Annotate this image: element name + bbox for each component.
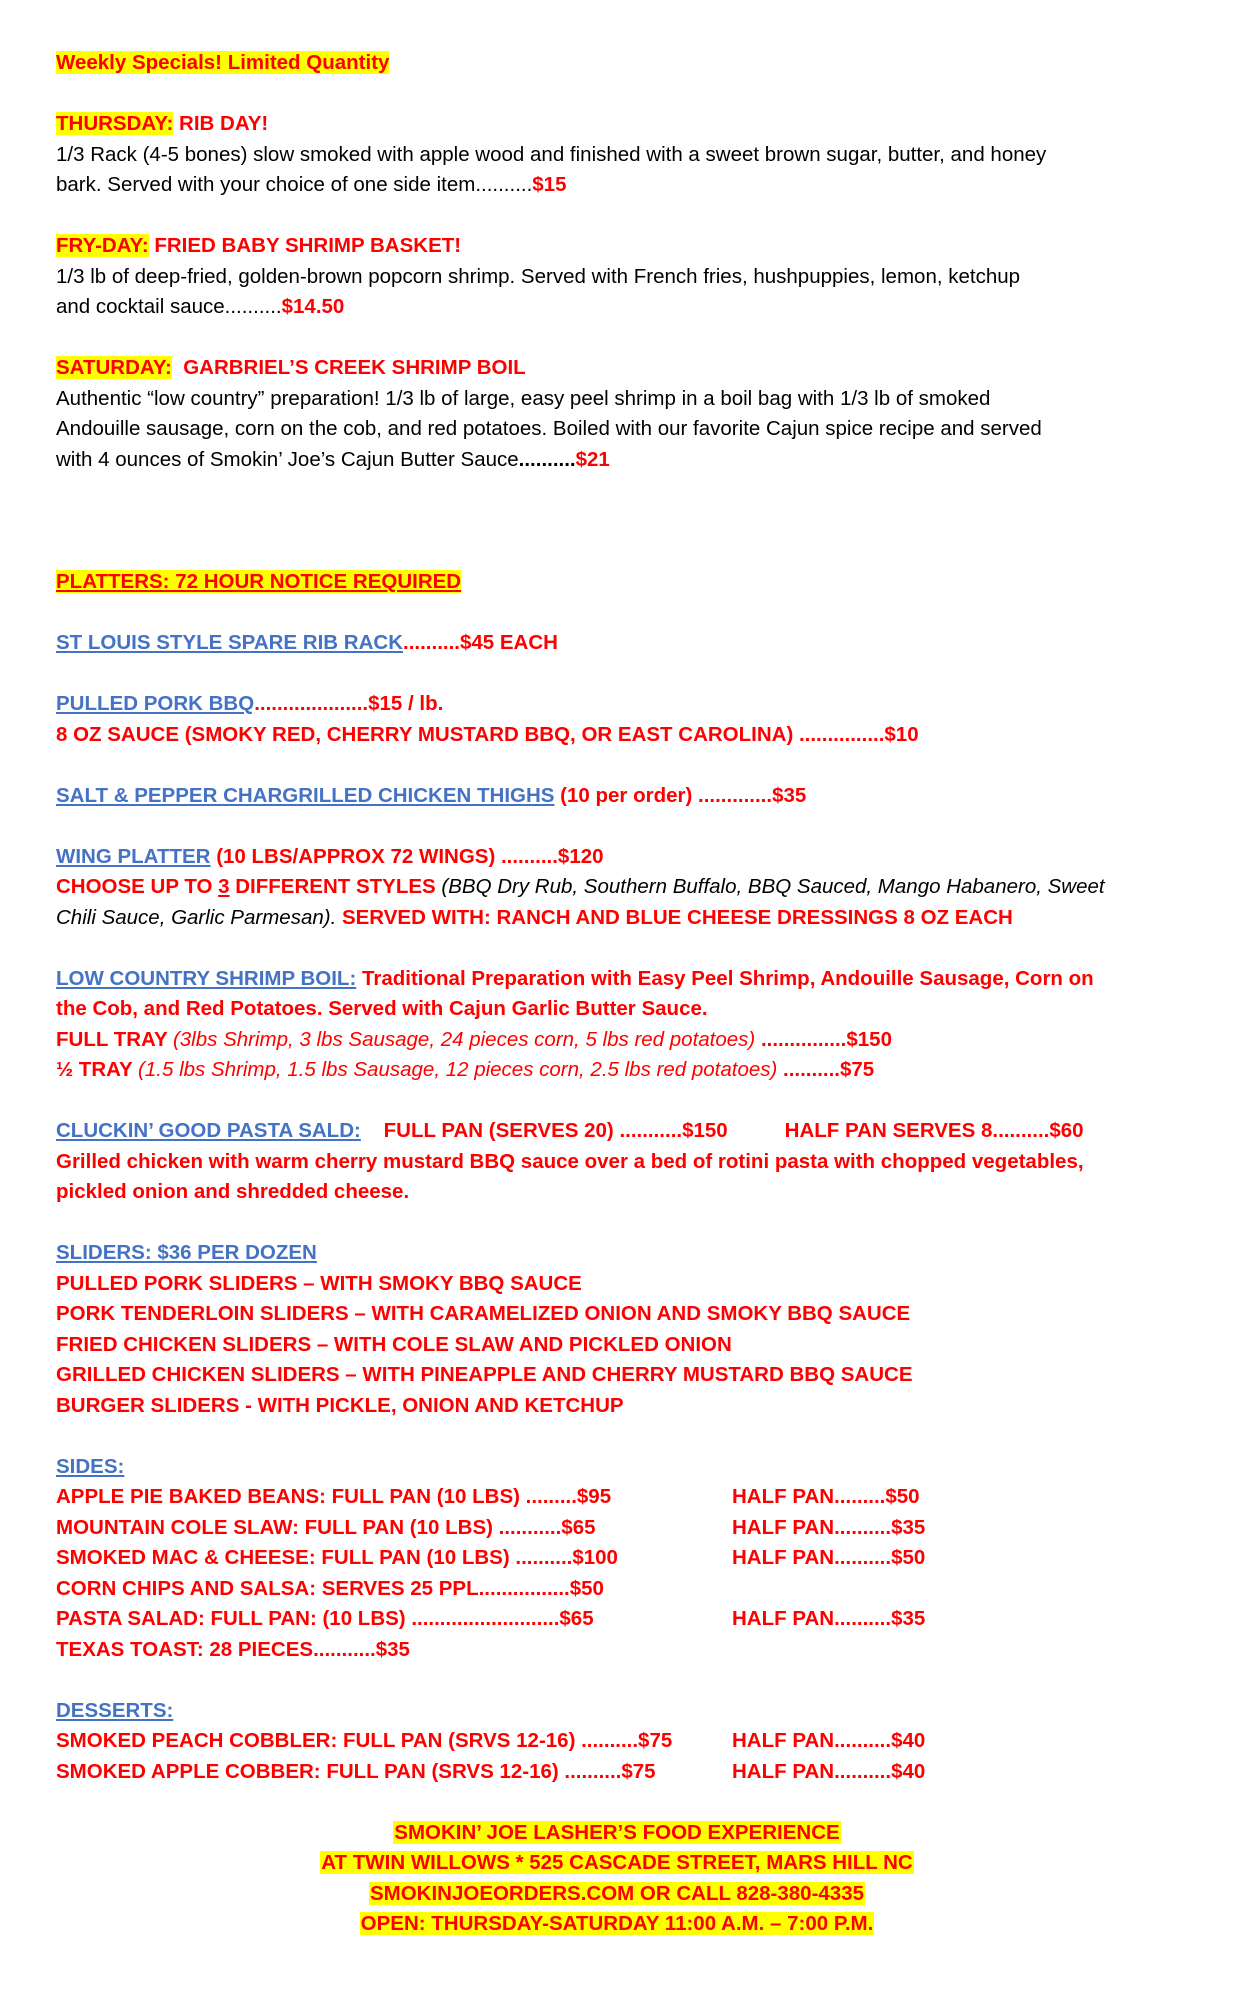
thursday-desc-text: bark. Served with your choice of one side item.......... [56,173,533,196]
thursday-price: $15 [532,173,567,196]
footer [56,1818,1178,1940]
shrimp-boil-desc-1: Traditional Preparation with Easy Peel Shrimp, Andouille Sausage, Corn on [356,966,1094,990]
sides-row [56,1543,1186,1574]
rib-rack-line [56,628,1186,659]
chicken-thighs-price: (10 per order) .............$35 [554,783,807,807]
sides-row [56,1604,1186,1635]
pasta-salad-desc-2: pickled onion and shredded cheese. [56,1180,410,1203]
side-item: MOUNTAIN COLE SLAW: FULL PAN (10 LBS) ...........$65 [56,1515,596,1539]
half-tray-price: ..........$75 [777,1058,875,1081]
side-half-pan: HALF PAN..........$35 [732,1515,926,1539]
pasta-salad-full: FULL PAN (SERVES 20) ...........$150 [383,1119,728,1142]
friday-desc-line2 [56,292,1186,323]
sliders-heading-line [56,1238,1186,1269]
friday-desc-line1: 1/3 lb of deep-fried, golden-brown popcorn shrimp. Served with French fries, hushpuppies, lemon, ketchup [56,264,1021,288]
saturday-dots: .......... [518,447,576,471]
pasta-salad-line [56,1116,1186,1147]
side-half-pan: HALF PAN.........$50 [732,1485,920,1508]
desserts-heading: DESSERTS: [56,1698,174,1722]
pasta-salad-name: CLUCKIN’ GOOD PASTA SALD: [56,1119,361,1142]
friday-title-line [56,231,1186,262]
sides-row [56,1482,1186,1513]
chicken-thighs-name: SALT & PEPPER CHARGRILLED CHICKEN THIGHS [56,783,555,807]
slider-item: PORK TENDERLOIN SLIDERS – WITH CARAMELIZED ONION AND SMOKY BBQ SAUCE [56,1302,911,1325]
weekly-specials-heading: Weekly Specials! Limited Quantity [56,51,390,74]
wing-styles-line2 [56,903,1186,934]
platters-heading-line [56,567,1186,598]
menu-page [56,48,1186,1940]
side-item: APPLE PIE BAKED BEANS: FULL PAN (10 LBS) .........$95 [56,1485,612,1508]
dessert-row [56,1757,1186,1788]
shrimp-boil-name: LOW COUNTRY SHRIMP BOIL: [56,966,357,990]
shrimp-boil-line [56,964,1186,995]
wing-styles-list-2: Chili Sauce, Garlic Parmesan). [56,905,337,929]
weekly-specials-heading-line [56,48,1186,79]
full-tray-price: ...............$150 [755,1027,892,1051]
dessert-item: SMOKED PEACH COBBLER: FULL PAN (SRVS 12-16) ..........$75 [56,1729,673,1752]
saturday-title-line [56,353,1186,384]
dessert-half-pan: HALF PAN..........$40 [732,1759,926,1783]
dessert-item: SMOKED APPLE COBBER: FULL PAN (SRVS 12-16) ..........$75 [56,1759,656,1783]
slider-item: FRIED CHICKEN SLIDERS – WITH COLE SLAW AND PICKLED ONION [56,1332,732,1356]
footer-contact: SMOKINJOEORDERS.COM OR CALL 828-380-4335 [369,1881,865,1905]
footer-address: AT TWIN WILLOWS * 525 CASCADE STREET, MARS HILL NC [321,1851,913,1874]
side-item: TEXAS TOAST: 28 PIECES...........$35 [56,1637,410,1661]
wing-platter-line [56,842,1186,873]
sides-heading-line [56,1452,1186,1483]
full-tray-detail: (3lbs Shrimp, 3 lbs Sausage, 24 pieces corn, 5 lbs red potatoes) [172,1027,756,1051]
sides-row [56,1574,1186,1605]
friday-title: FRIED BABY SHRIMP BASKET! [154,234,462,257]
sides-heading: SIDES: [56,1454,125,1478]
pasta-salad-desc-1: Grilled chicken with warm cherry mustard BBQ sauce over a bed of rotini pasta with chopped vegetables, [56,1149,1084,1173]
slider-item: BURGER SLIDERS - WITH PICKLE, ONION AND KETCHUP [56,1393,624,1417]
platters-heading: PLATTERS: 72 HOUR NOTICE REQUIRED [56,570,462,593]
wing-served-with: SERVED WITH: RANCH AND BLUE CHEESE DRESSINGS 8 OZ EACH [336,905,1013,929]
wing-platter-name: WING PLATTER [56,844,211,868]
pulled-pork-name: PULLED PORK BBQ [56,692,255,715]
wing-choose-number: 3 [218,875,230,898]
footer-business-name: SMOKIN’ JOE LASHER’S FOOD EXPERIENCE [394,1820,840,1844]
half-tray-label: ½ TRAY [56,1058,139,1081]
friday-desc-text: and cocktail sauce.......... [56,295,282,318]
pulled-pork-price: ....................$15 / lb. [254,692,444,715]
full-tray-label: FULL TRAY [56,1027,173,1051]
saturday-desc-text: with 4 ounces of Smokin’ Joe’s Cajun Butter Sauce [56,447,519,471]
thursday-title: RIB DAY! [179,112,269,135]
wing-choose-text-2: DIFFERENT STYLES [229,875,442,898]
side-half-pan: HALF PAN..........$50 [732,1546,926,1569]
saturday-desc-line1: Authentic “low country” preparation! 1/3 lb of large, easy peel shrimp in a boil bag with 1/3 lb of smoked [56,386,991,410]
side-item: SMOKED MAC & CHEESE: FULL PAN (10 LBS) ..........$100 [56,1546,618,1569]
wing-styles-list: (BBQ Dry Rub, Southern Buffalo, BBQ Sauced, Mango Habanero, Sweet [441,875,1105,898]
sides-row [56,1635,1186,1666]
thursday-desc-line1: 1/3 Rack (4-5 bones) slow smoked with apple wood and finished with a sweet brown sugar, butter, and honey [56,142,1047,166]
slider-item: PULLED PORK SLIDERS – WITH SMOKY BBQ SAUCE [56,1271,582,1295]
footer-hours: OPEN: THURSDAY-SATURDAY 11:00 A.M. – 7:00 P.M. [360,1912,874,1935]
sides-row [56,1513,1186,1544]
wing-styles-line1 [56,872,1186,903]
chicken-thighs-line [56,781,1186,812]
pasta-salad-half: HALF PAN SERVES 8..........$60 [784,1119,1084,1142]
friday-price: $14.50 [281,295,345,318]
half-tray-detail: (1.5 lbs Shrimp, 1.5 lbs Sausage, 12 pieces corn, 2.5 lbs red potatoes) [138,1058,778,1081]
side-half-pan: HALF PAN..........$35 [732,1607,926,1630]
thursday-label: THURSDAY: [56,112,174,135]
sliders-heading: SLIDERS: $36 PER DOZEN [56,1241,317,1264]
thursday-title-line [56,109,1186,140]
shrimp-boil-half-tray [56,1055,1186,1086]
shrimp-boil-full-tray [56,1025,1186,1056]
saturday-price: $21 [575,447,610,471]
shrimp-boil-desc-2: the Cob, and Red Potatoes. Served with Cajun Garlic Butter Sauce. [56,997,708,1020]
desserts-heading-line [56,1696,1186,1727]
saturday-label: SATURDAY: [56,356,172,379]
dessert-row [56,1726,1186,1757]
saturday-desc-line2: Andouille sausage, corn on the cob, and red potatoes. Boiled with our favorite Cajun spice recipe and served [56,417,1042,440]
side-item: CORN CHIPS AND SALSA: SERVES 25 PPL................$50 [56,1576,604,1600]
side-item: PASTA SALAD: FULL PAN: (10 LBS) ..........................$65 [56,1607,594,1630]
saturday-title: GARBRIEL’S CREEK SHRIMP BOIL [183,356,526,379]
friday-label: FRY-DAY: [56,234,149,257]
rib-rack-name: ST LOUIS STYLE SPARE RIB RACK [56,631,404,654]
rib-rack-price: ..........$45 EACH [403,631,558,654]
pulled-pork-sauce: 8 OZ SAUCE (SMOKY RED, CHERRY MUSTARD BBQ, OR EAST CAROLINA) ...............$10 [56,722,919,746]
thursday-desc-line2 [56,170,1186,201]
wing-choose-text: CHOOSE UP TO [56,875,219,898]
slider-item: GRILLED CHICKEN SLIDERS – WITH PINEAPPLE AND CHERRY MUSTARD BBQ SAUCE [56,1363,913,1386]
dessert-half-pan: HALF PAN..........$40 [732,1729,926,1752]
saturday-desc-line3 [56,445,1186,476]
wing-platter-price: (10 LBS/APPROX 72 WINGS) ..........$120 [210,844,604,868]
pulled-pork-line [56,689,1186,720]
